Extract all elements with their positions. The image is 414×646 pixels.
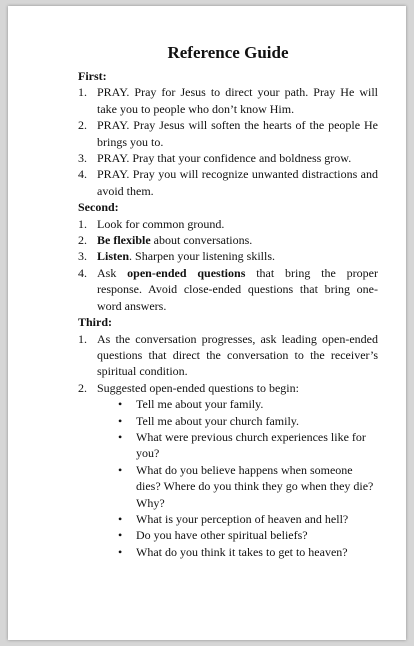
document-page [8,6,406,640]
item-number: 2. [78,233,87,248]
question-text: What do you believe happens when someone dies? Where do you think they go when they die? Why? [136,462,374,510]
list-item [78,331,378,380]
page-content [78,42,378,560]
item-text: that bring the proper response. Avoid close-ended questions that bring one-word answers. [97,265,378,313]
bullet-icon: • [118,462,123,477]
list-item [78,150,378,166]
second-list [78,216,378,314]
list-item [78,117,378,150]
item-number: 1. [78,85,87,100]
question-item [118,527,378,543]
bullet-icon: • [118,429,123,444]
list-item [78,216,378,232]
item-number: 3. [78,151,87,166]
list-item [78,232,378,248]
list-item [78,265,378,314]
question-text: What do you think it takes to get to heaven? [136,544,348,559]
item-number: 3. [78,249,87,264]
question-item [118,511,378,527]
list-item [78,84,378,117]
page-title: Reference Guide [167,43,289,62]
bullet-icon: • [118,511,123,526]
item-bold-text: Be flexible [97,233,151,248]
question-text: Tell me about your family. [136,397,264,412]
third-list [78,331,378,397]
item-number: 4. [78,167,87,182]
item-number: 2. [78,118,87,133]
first-list [78,84,378,199]
question-text: Do you have other spiritual beliefs? [136,528,308,543]
bullet-icon: • [118,528,123,543]
list-item [78,248,378,264]
question-item [118,396,378,412]
list-item [78,166,378,199]
section-heading-second: Second: [78,200,119,215]
item-text: PRAY. Pray for Jesus to direct your path. Pray He will take you to people who don’t know Him. [97,85,378,116]
item-number: 2. [78,380,87,395]
questions-list [78,396,378,560]
question-item [118,544,378,560]
item-text: PRAY. Pray you will recognize unwanted distractions and avoid them. [97,167,378,198]
question-text: Tell me about your church family. [136,413,299,428]
item-text: Suggested open-ended questions to begin: [97,380,299,395]
list-item [78,380,378,396]
item-bold-text: Listen [97,249,130,264]
question-item [118,413,378,429]
question-item [118,429,378,462]
question-text: What is your perception of heaven and hell? [136,511,349,526]
section-heading-third: Third: [78,315,113,330]
item-text: . Sharpen your listening skills. [129,249,276,264]
item-text: PRAY. Pray Jesus will soften the hearts of the people He brings you to. [97,118,378,149]
item-text: As the conversation progresses, ask leading open-ended questions that direct the conversation to the receiver’s spiritual condition. [97,331,378,379]
item-text: PRAY. Pray that your confidence and boldness grow. [97,151,352,166]
bullet-icon: • [118,544,123,559]
question-item [118,462,378,511]
item-number: 1. [78,331,87,346]
item-number: 1. [78,216,87,231]
item-text: about conversations. [150,233,253,248]
item-text: Look for common ground. [97,216,225,231]
section-heading-first: First: [78,69,107,83]
item-bold-text: open-ended questions [127,265,246,280]
item-prefix-text: Ask [97,265,128,280]
item-number: 4. [78,265,87,280]
bullet-icon: • [118,397,123,412]
bullet-icon: • [118,413,123,428]
question-text: What were previous church experiences like for you? [136,429,366,461]
